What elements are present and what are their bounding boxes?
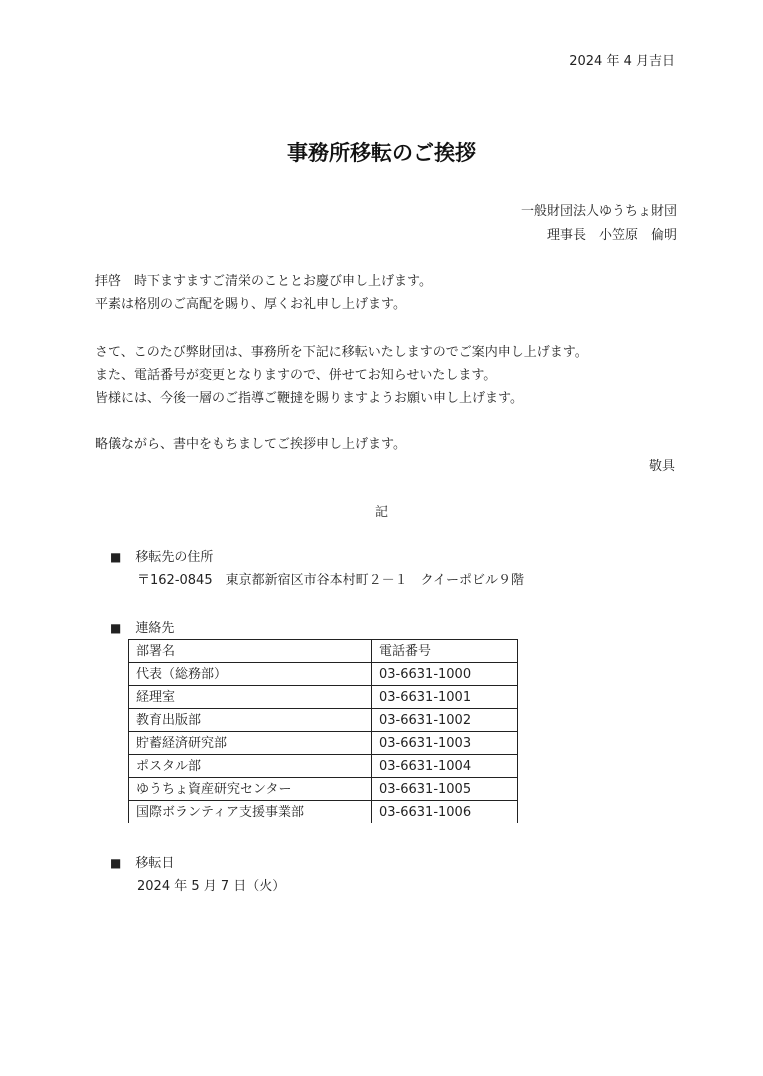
table-row [129, 778, 518, 801]
address-text: 〒162-0845 東京都新宿区市谷本村町２－１ クイーポビル９階 [137, 573, 524, 588]
department-cell: 代表（総務部） [129, 663, 372, 686]
phone-cell: 03-6631-1004 [372, 755, 518, 778]
department-cell: 貯蓄経済研究部 [129, 732, 372, 755]
body-line-1: さて、このたび弊財団は、事務所を下記に移転いたしますのでご案内申し上げます。 [95, 345, 588, 360]
greeting-line-1: 拝啓 時下ますますご清栄のこととお慶び申し上げます。 [95, 274, 432, 289]
bullet-square-icon: ■ [110, 621, 122, 635]
phone-cell: 03-6631-1002 [372, 709, 518, 732]
phone-cell: 03-6631-1001 [372, 686, 518, 709]
department-cell: 経理室 [129, 686, 372, 709]
contacts-heading-row [110, 622, 174, 635]
keigu: 敬具 [648, 459, 675, 474]
moving-date-text: 2024 年 5 月 7 日（火） [137, 879, 286, 894]
table-row [129, 732, 518, 755]
table-row [129, 663, 518, 686]
phone-cell: 03-6631-1000 [372, 663, 518, 686]
column-header-department: 部署名 [129, 640, 372, 663]
department-cell: 国際ボランティア支援事業部 [129, 801, 372, 824]
department-cell: ゆうちょ資産研究センター [129, 778, 372, 801]
contacts-table [128, 639, 518, 823]
moving-date-heading: 移転日 [135, 856, 175, 871]
address-heading-row [110, 551, 213, 564]
body-line-2: また、電話番号が変更となりますので、併せてお知らせいたします。 [95, 368, 497, 383]
contacts-heading: 連絡先 [135, 621, 175, 636]
department-cell: 教育出版部 [129, 709, 372, 732]
bullet-square-icon: ■ [110, 550, 122, 564]
department-cell: ポスタル部 [129, 755, 372, 778]
phone-cell: 03-6631-1006 [372, 801, 518, 824]
closing-line: 略儀ながら、書中をもちましてご挨拶申し上げます。 [95, 437, 406, 452]
moving-date-heading-row [110, 857, 174, 870]
phone-cell: 03-6631-1005 [372, 778, 518, 801]
ki-heading: 記 [374, 505, 388, 520]
table-row [129, 686, 518, 709]
table-header-row [129, 640, 518, 663]
signer-name: 理事長 小笠原 倫明 [546, 228, 677, 243]
address-heading: 移転先の住所 [135, 550, 214, 565]
table-row [129, 709, 518, 732]
bullet-square-icon: ■ [110, 856, 122, 870]
organization-name: 一般財団法人ゆうちょ財団 [520, 204, 677, 219]
body-line-3: 皆様には、今後一層のご指導ご鞭撻を賜りますようお願い申し上げます。 [95, 391, 523, 406]
table-row [129, 755, 518, 778]
table-row [129, 801, 518, 824]
greeting-line-2: 平素は格別のご高配を賜り、厚くお礼申し上げます。 [95, 297, 406, 312]
phone-cell: 03-6631-1003 [372, 732, 518, 755]
column-header-phone: 電話番号 [372, 640, 518, 663]
letter-title: 事務所移転のご挨拶 [287, 141, 476, 165]
letter-date: 2024 年 4 月吉日 [569, 54, 675, 69]
